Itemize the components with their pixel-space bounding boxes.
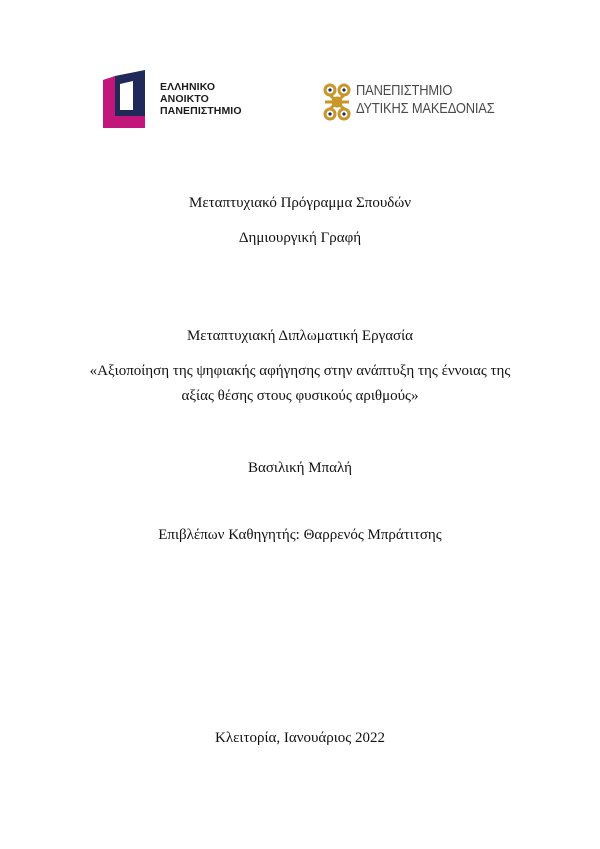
eap-logo-line1: ΕΛΛΗΝΙΚΟ [160,81,216,93]
thesis-type: Μεταπτυχιακή Διπλωματική Εργασία [186,328,414,344]
supervisor: Επιβλέπων Καθηγητής: Θαρρενός Μπράτιτσης [158,527,442,543]
uowm-emblem-icon [322,82,352,122]
thesis-title-line2: αξίας θέσης στους φυσικούς αριθμούς» [181,388,419,404]
uowm-logo [322,82,502,126]
program-title: Μεταπτυχιακό Πρόγραμμα Σπουδών [188,195,412,211]
eap-logo [103,70,253,128]
uowm-logo-line1: ΠΑΝΕΠΙΣΤΗΜΙΟ [356,82,453,99]
uowm-logo-line2: ΔΥΤΙΚΗΣ ΜΑΚΕΔΟΝΙΑΣ [356,100,495,117]
eap-emblem-icon [103,70,157,128]
uowm-logo-text [356,82,517,118]
place-date: Κλειτορία, Ιανουάριος 2022 [215,730,385,746]
program-subtitle: Δημιουργική Γραφή [238,230,362,246]
eap-logo-line2: ΑΝΟΙΚΤΟ [160,93,209,105]
thesis-title-line1: «Αξιοποίηση της ψηφιακής αφήγησης στην ανάπτυξη της έννοιας της [89,363,511,379]
author-name: Βασιλική Μπαλή [247,460,353,476]
eap-logo-text [160,81,242,117]
eap-logo-line3: ΠΑΝΕΠΙΣΤΗΜΙΟ [160,105,242,117]
